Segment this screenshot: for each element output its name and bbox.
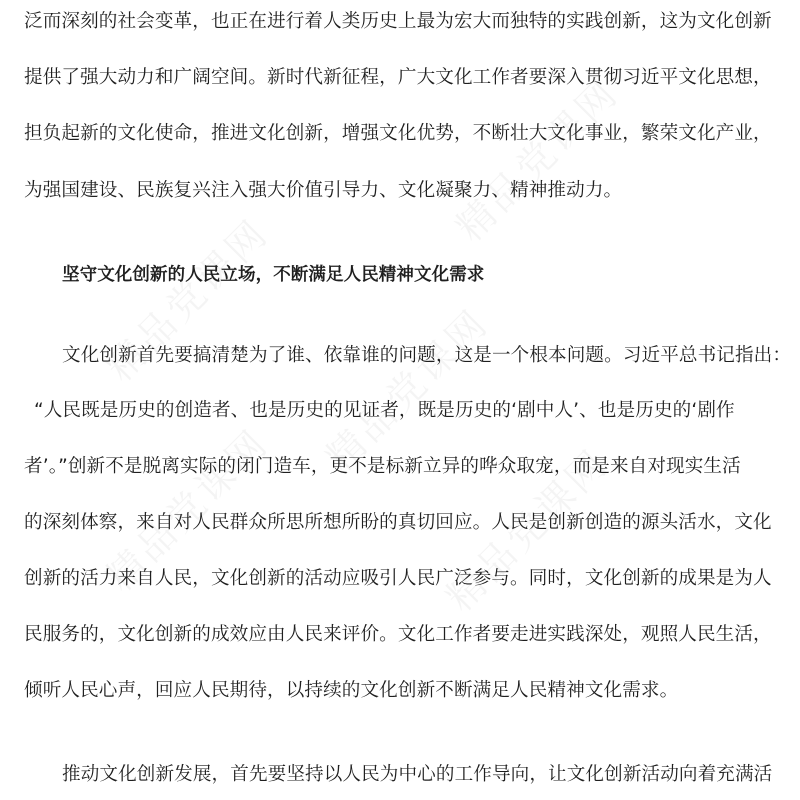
paragraph-line: 文化创新首先要搞清楚为了谁、依靠谁的问题，这是一个根本问题。习近平总书记指出：	[62, 345, 792, 366]
paragraph-line: “人民既是历史的创造者、也是历史的见证者，既是历史的‘剧中人’、也是历史的‘剧作	[34, 400, 735, 421]
paragraph-line: 创新的活力来自人民，文化创新的活动应吸引人民广泛参与。同时，文化创新的成果是为人	[24, 568, 772, 589]
watermark	[311, 294, 498, 481]
paragraph-line: 倾听人民心声，回应人民期待，以持续的文化创新不断满足人民精神文化需求。	[24, 680, 679, 701]
section-heading: 坚守文化创新的人民立场，不断满足人民精神文化需求	[62, 265, 485, 285]
paragraph-line: 民服务的，文化创新的成效应由人民来评价。文化工作者要走进实践深处，观照人民生活，	[24, 624, 772, 645]
paragraph-line: 担负起新的文化使命，推进文化创新，增强文化优势，不断壮大文化事业，繁荣文化产业，	[24, 123, 772, 144]
paragraph-line: 推动文化创新发展，首先要坚持以人民为中心的工作导向，让文化创新活动向着充满活	[62, 764, 773, 785]
paragraph-line: 的深刻体察，来自对人民群众所思所想所盼的真切回应。人民是创新创造的源头活水，文化	[24, 512, 772, 533]
paragraph-line: 泛而深刻的社会变革，也正在进行着人类历史上最为宏大而独特的实践创新，这为文化创新	[24, 11, 772, 32]
paragraph-line: 者’。”创新不是脱离实际的闭门造车，更不是标新立异的哗众取宠，而是来自对现实生活	[24, 456, 741, 477]
paragraph-line: 为强国建设、民族复兴注入强大价值引导力、文化凝聚力、精神推动力。	[24, 180, 623, 201]
watermark	[441, 64, 628, 251]
paragraph-line: 提供了强大动力和广阔空间。新时代新征程，广大文化工作者要深入贯彻习近平文化思想，	[24, 67, 772, 88]
